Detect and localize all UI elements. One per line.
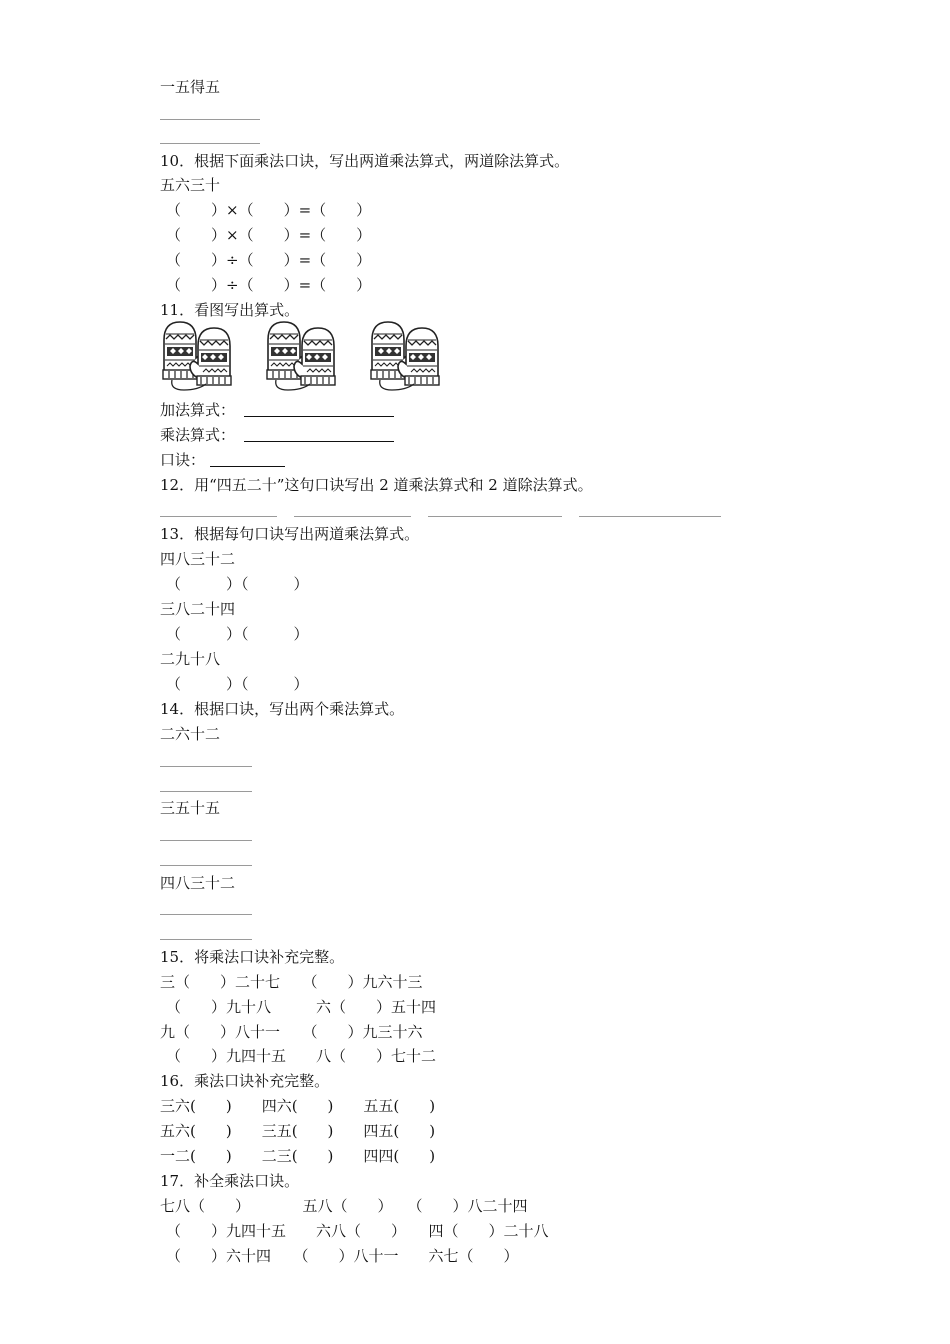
q14-answer-line[interactable] (160, 939, 252, 940)
q14-answer-line[interactable] (160, 791, 252, 792)
mittens-pairs-icon (158, 318, 448, 392)
q12-title: 12．用“四五二十”这句口诀写出 2 道乘法算式和 2 道除法算式。 (160, 476, 593, 494)
q11-addition-label: 加法算式： (160, 401, 236, 419)
q10-equation-row[interactable]: （ ）×（ ）=（ ） (166, 201, 372, 219)
q14-rhyme: 三五十五 (160, 799, 221, 817)
q17-title: 17．补全乘法口诀。 (160, 1172, 300, 1190)
q14-answer-line[interactable] (160, 914, 252, 915)
q15-row[interactable]: （ ）九四十五 八（ ）七十二 (166, 1047, 437, 1065)
q13-title: 13．根据每句口诀写出两道乘法算式。 (160, 525, 420, 543)
q9-rhyme: 一五得五 (160, 78, 221, 96)
q14-title: 14．根据口诀，写出两个乘法算式。 (160, 700, 405, 718)
q10-rhyme: 五六三十 (160, 176, 221, 194)
q14-rhyme: 四八三十二 (160, 874, 236, 892)
q16-title: 16．乘法口诀补充完整。 (160, 1072, 330, 1090)
q15-title: 15．将乘法口诀补充完整。 (160, 948, 345, 966)
q13-answer-blanks[interactable]: （ ）（ ） (166, 675, 309, 693)
q11-rhyme-answer-line[interactable] (210, 466, 285, 467)
q11-title: 11．看图写出算式。 (160, 301, 300, 319)
q11-addition-answer-line[interactable] (244, 416, 394, 417)
q12-answer-line-3[interactable] (428, 516, 562, 517)
q13-rhyme: 四八三十二 (160, 550, 236, 568)
q13-answer-blanks[interactable]: （ ）（ ） (166, 625, 309, 643)
q12-answer-line-1[interactable] (160, 516, 277, 517)
q16-row[interactable]: 五六( ) 三五( ) 四五( ) (160, 1122, 436, 1140)
q14-answer-line[interactable] (160, 766, 252, 767)
q13-rhyme: 二九十八 (160, 650, 221, 668)
q12-answer-line-4[interactable] (579, 516, 721, 517)
q14-answer-line[interactable] (160, 840, 252, 841)
q10-equation-row[interactable]: （ ）÷（ ）=（ ） (166, 276, 372, 294)
q17-row[interactable]: （ ）六十四 （ ）八十一 六七（ ） (166, 1247, 519, 1265)
q14-rhyme: 二六十二 (160, 725, 221, 743)
q14-answer-line[interactable] (160, 865, 252, 866)
q15-row[interactable]: 九（ ）八十一 （ ）九三十六 (160, 1023, 423, 1041)
q10-equation-row[interactable]: （ ）÷（ ）=（ ） (166, 251, 372, 269)
q15-row[interactable]: 三（ ）二十七 （ ）九六十三 (160, 973, 423, 991)
q11-multiplication-label: 乘法算式： (160, 426, 236, 444)
q12-answer-line-2[interactable] (294, 516, 411, 517)
q15-row[interactable]: （ ）九十八 六（ ）五十四 (166, 998, 437, 1016)
q9-answer-line-1[interactable] (160, 119, 260, 120)
q13-rhyme: 三八二十四 (160, 600, 236, 618)
q10-equation-row[interactable]: （ ）×（ ）=（ ） (166, 226, 372, 244)
q9-answer-line-2[interactable] (160, 143, 260, 144)
q17-row[interactable]: 七八（ ） 五八（ ） （ ）八二十四 (160, 1197, 528, 1215)
q10-title: 10．根据下面乘法口诀，写出两道乘法算式，两道除法算式。 (160, 152, 570, 170)
q11-rhyme-label: 口诀： (160, 451, 206, 469)
q16-row[interactable]: 三六( ) 四六( ) 五五( ) (160, 1097, 436, 1115)
q16-row[interactable]: 一二( ) 二三( ) 四四( ) (160, 1147, 436, 1165)
q13-answer-blanks[interactable]: （ ）（ ） (166, 575, 309, 593)
q17-row[interactable]: （ ）九四十五 六八（ ） 四（ ）二十八 (166, 1222, 549, 1240)
q11-multiplication-answer-line[interactable] (244, 441, 394, 442)
